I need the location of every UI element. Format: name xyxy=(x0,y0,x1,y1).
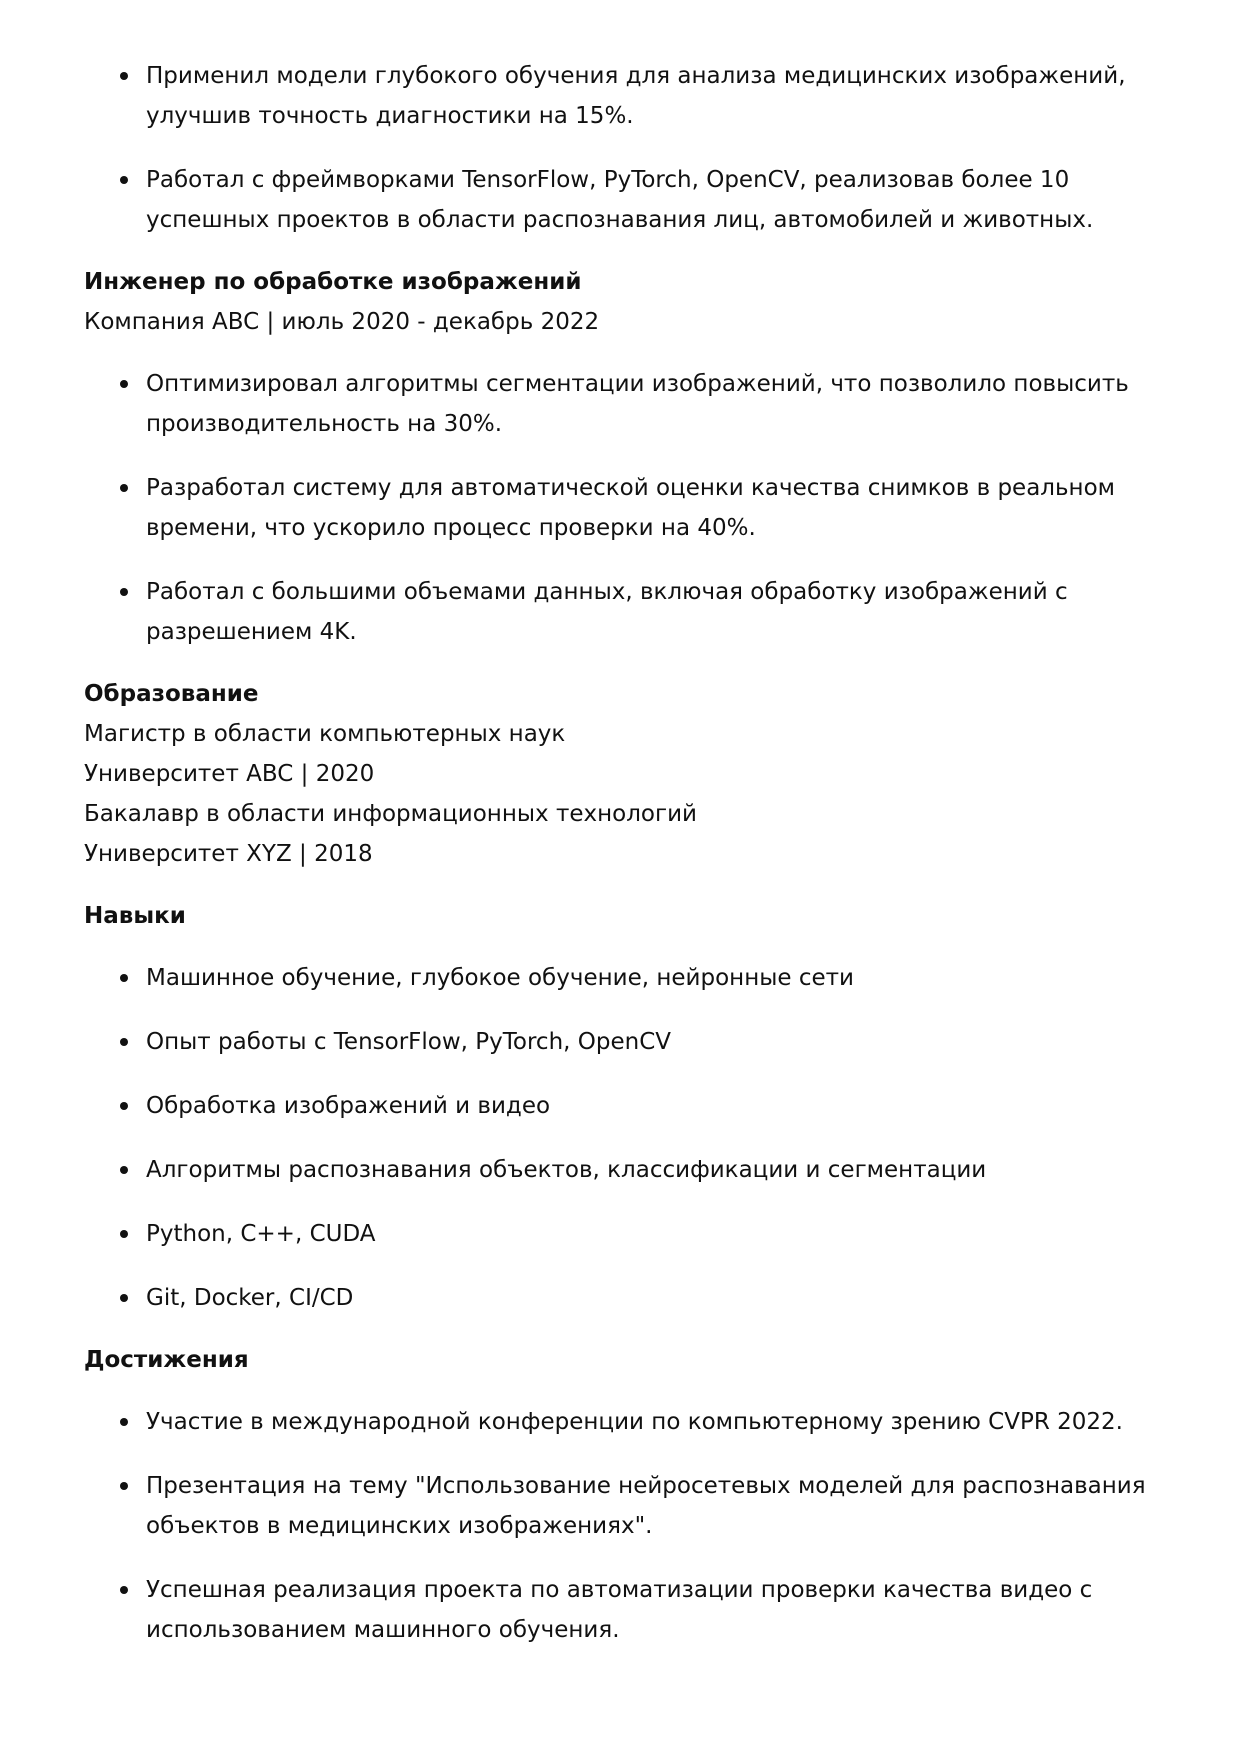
list-item: Git, Docker, CI/CD xyxy=(84,1278,1159,1318)
education-line: Университет ABC | 2020 xyxy=(84,761,375,787)
list-item: Разработал систему для автоматической оценки качества снимков в реальном времени, что ускорило процесс проверки на 40%. xyxy=(84,468,1159,548)
education-line: Университет XYZ | 2018 xyxy=(84,841,373,867)
list-item: Оптимизировал алгоритмы сегментации изображений, что позволило повысить производительность на 30%. xyxy=(84,364,1159,444)
skills-section xyxy=(84,896,1159,1318)
job-title: Инженер по обработке изображений xyxy=(84,269,582,295)
list-item: Применил модели глубокого обучения для анализа медицинских изображений, улучшив точность диагностики на 15%. xyxy=(84,56,1159,136)
skills-heading: Навыки xyxy=(84,903,186,929)
list-item: Алгоритмы распознавания объектов, классификации и сегментации xyxy=(84,1150,1159,1190)
achievements-list xyxy=(84,1402,1159,1650)
education-section xyxy=(84,674,1159,874)
education-line: Бакалавр в области информационных технологий xyxy=(84,801,697,827)
achievements-heading: Достижения xyxy=(84,1347,249,1373)
list-item: Участие в международной конференции по компьютерному зрению CVPR 2022. xyxy=(84,1402,1159,1442)
achievements-section xyxy=(84,1340,1159,1650)
job-meta: Компания ABC | июль 2020 - декабрь 2022 xyxy=(84,309,600,335)
education-heading: Образование xyxy=(84,681,259,707)
list-item: Успешная реализация проекта по автоматизации проверки качества видео с использованием машинного обучения. xyxy=(84,1570,1159,1650)
list-item: Python, C++, CUDA xyxy=(84,1214,1159,1254)
education-line: Магистр в области компьютерных наук xyxy=(84,721,566,747)
list-item: Опыт работы с TensorFlow, PyTorch, OpenCV xyxy=(84,1022,1159,1062)
skills-list xyxy=(84,958,1159,1318)
job-section xyxy=(84,262,1159,652)
list-item: Машинное обучение, глубокое обучение, нейронные сети xyxy=(84,958,1159,998)
intro-bullet-list xyxy=(84,56,1159,240)
list-item: Работал с большими объемами данных, включая обработку изображений с разрешением 4K. xyxy=(84,572,1159,652)
list-item: Презентация на тему "Использование нейросетевых моделей для распознавания объектов в медицинских изображениях". xyxy=(84,1466,1159,1546)
job-bullet-list xyxy=(84,364,1159,652)
list-item: Работал с фреймворками TensorFlow, PyTorch, OpenCV, реализовав более 10 успешных проектов в области распознавания лиц, автомобилей и животных. xyxy=(84,160,1159,240)
list-item: Обработка изображений и видео xyxy=(84,1086,1159,1126)
